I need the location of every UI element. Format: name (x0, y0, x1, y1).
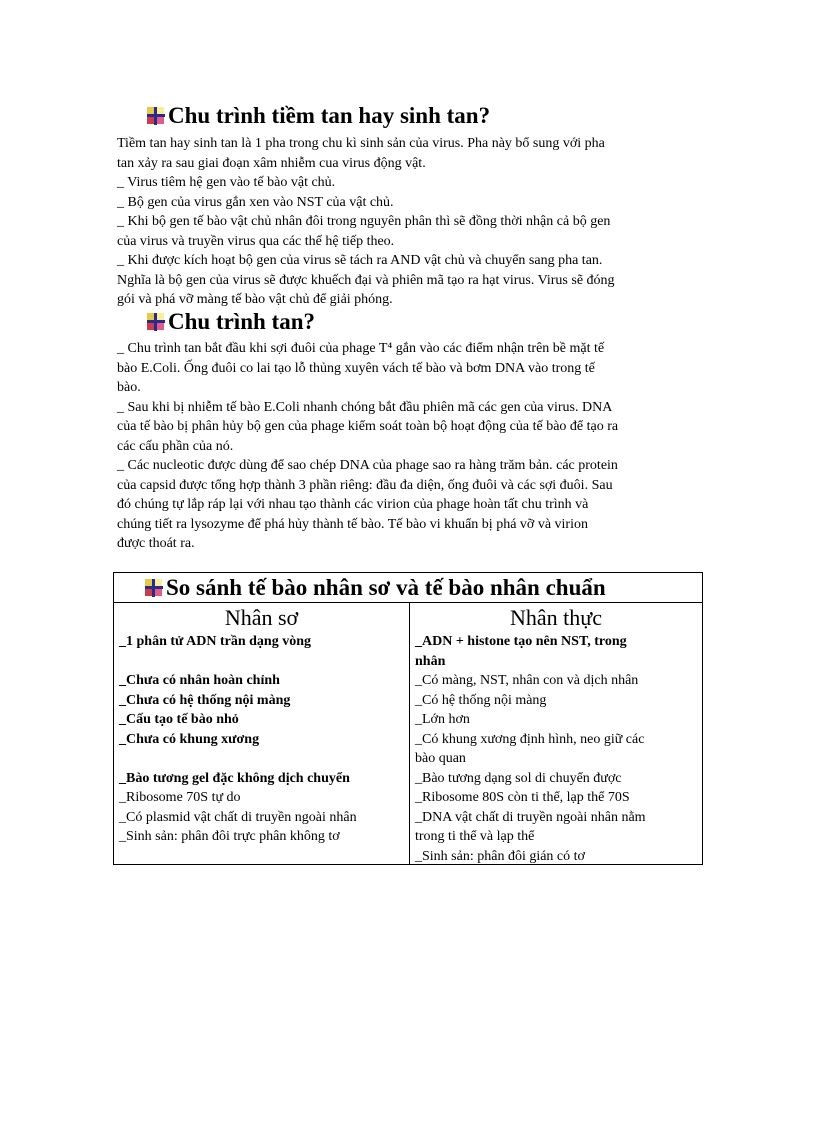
paragraph-line: bào E.Coli. Ống đuôi co lai tạo lỗ thủng xuyên vách tế bào và bơm DNA vào trong tế (117, 360, 595, 376)
paragraph-line: bào. (117, 380, 141, 395)
section-heading-text: Chu trình tiềm tan hay sinh tan? (168, 103, 491, 128)
table-cell: _Có màng, NST, nhân con và dịch nhân (415, 673, 639, 688)
table-cell: _DNA vật chất di truyền ngoài nhân nằm (415, 809, 646, 825)
table-cell: trong ti thể và lạp thể (415, 829, 535, 844)
column-eukaryote (415, 632, 701, 866)
paragraph-line: chúng tiết ra lysozyme để phá hủy thành tế bào. Tế bào vi khuẩn bị phá vỡ và virion (117, 516, 588, 532)
table-cell: _Có khung xương định hình, neo giữ các (415, 731, 645, 747)
table-heading-text: So sánh tế bào nhân sơ và tế bào nhân chuẩn (166, 575, 606, 600)
table-cell: bào quan (415, 751, 466, 766)
table-cell: _Sinh sản: phân đôi trực phân không tơ (119, 829, 340, 844)
paragraph-line: _ Các nucleotic được dùng để sao chép DNA của phage sao ra hàng trăm bản. các protein (117, 458, 618, 473)
table-cell: _Bào tương gel đặc không dịch chuyển (119, 770, 350, 786)
section-heading-lysogenic (146, 103, 490, 132)
paragraph-line: Tiềm tan hay sinh tan là 1 pha trong chu kì sinh sản của virus. Pha này bổ sung với pha (117, 136, 605, 151)
table-cell: _Có hệ thống nội màng (415, 692, 547, 708)
section-heading-lytic (146, 309, 315, 338)
bullet-cross-icon (146, 106, 166, 132)
table-cell: _Chưa có khung xương (119, 731, 260, 747)
paragraph-line: Nghĩa là bộ gen của virus sẽ được khuếch đại và phiên mã tạo ra hạt virus. Virus sẽ đóng (117, 272, 615, 288)
section-body-lysogenic (117, 134, 615, 310)
table-cell: _1 phân tử ADN trần dạng vòng (119, 634, 312, 649)
table-cell: nhân (415, 653, 446, 669)
table-cell: _ADN + histone tạo nên NST, trong (415, 634, 627, 649)
column-prokaryote (119, 632, 407, 847)
paragraph-line: _ Virus tiêm hệ gen vào tế bào vật chủ. (117, 175, 336, 190)
table-cell: _Ribosome 80S còn ti thể, lạp thể 70S (415, 790, 630, 805)
table-cell (119, 749, 407, 769)
paragraph-line: _ Khi bộ gen tế bào vật chủ nhân đôi trong nguyên phân thì sẽ đồng thời nhận cả bộ gen (117, 214, 611, 229)
paragraph-line: đó chúng tự lắp ráp lại với nhau tạo thành các virion của phage hoàn tất chu trình và (117, 497, 589, 512)
table-cell: _Chưa có nhân hoàn chỉnh (119, 673, 280, 688)
bullet-cross-icon (144, 578, 164, 604)
paragraph-line: gói và phá vỡ màng tế bào vật chủ để giải phóng. (117, 292, 393, 307)
column-divider (409, 603, 410, 865)
column-header-prokaryote: Nhân sơ (224, 605, 299, 630)
section-body-lytic (117, 339, 618, 554)
paragraph-line: _ Sau khi bị nhiễm tế bào E.Coli nhanh chóng bắt đầu phiên mã các gen của virus. DNA (117, 399, 613, 415)
table-cell: _Bào tương dạng sol di chuyển được (415, 770, 622, 786)
paragraph-line: của capsid được tổng hợp thành 3 phần riêng: đầu đa diện, ống đuôi và các sợi đuôi. Sau (117, 477, 613, 493)
comparison-table (113, 572, 703, 865)
table-cell (119, 652, 407, 672)
table-cell: _Lớn hơn (415, 712, 470, 727)
table-cell: _Cấu tạo tế bào nhỏ (119, 712, 239, 727)
section-heading-text: Chu trình tan? (168, 309, 315, 334)
paragraph-line: các cấu phần của nó. (117, 438, 234, 454)
table-cell: _Sinh sản: phân đôi gián có tơ (415, 848, 585, 864)
paragraph-line: tan xảy ra sau giai đoạn xâm nhiễm cua virus động vật. (117, 155, 426, 171)
paragraph-line: _ Khi được kích hoạt bộ gen của virus sẽ tách ra AND vật chủ và chuyển sang pha tan. (117, 253, 603, 268)
paragraph-line: của virus và truyền virus qua các thế hệ tiếp theo. (117, 233, 395, 249)
table-cell: _Chưa có hệ thống nội màng (119, 692, 291, 708)
table-cell: _Ribosome 70S tự do (119, 790, 241, 805)
paragraph-line: được thoát ra. (117, 536, 195, 551)
column-header-eukaryote: Nhân thực (510, 605, 602, 630)
table-title-row (114, 573, 702, 603)
table-heading (144, 575, 606, 604)
bullet-cross-icon (146, 312, 166, 338)
table-cell: _Có plasmid vật chất di truyền ngoài nhân (119, 809, 357, 825)
paragraph-line: _ Bộ gen của virus gắn xen vào NST của vật chủ. (117, 194, 394, 210)
paragraph-line: _ Chu trình tan bắt đầu khi sợi đuôi của phage T⁴ gắn vào các điểm nhận trên bề mặt tế (117, 341, 605, 356)
paragraph-line: của tế bào bị phân hủy bộ gen của phage kiểm soát toàn bộ hoạt động của tế bào để tạo ra (117, 419, 619, 434)
